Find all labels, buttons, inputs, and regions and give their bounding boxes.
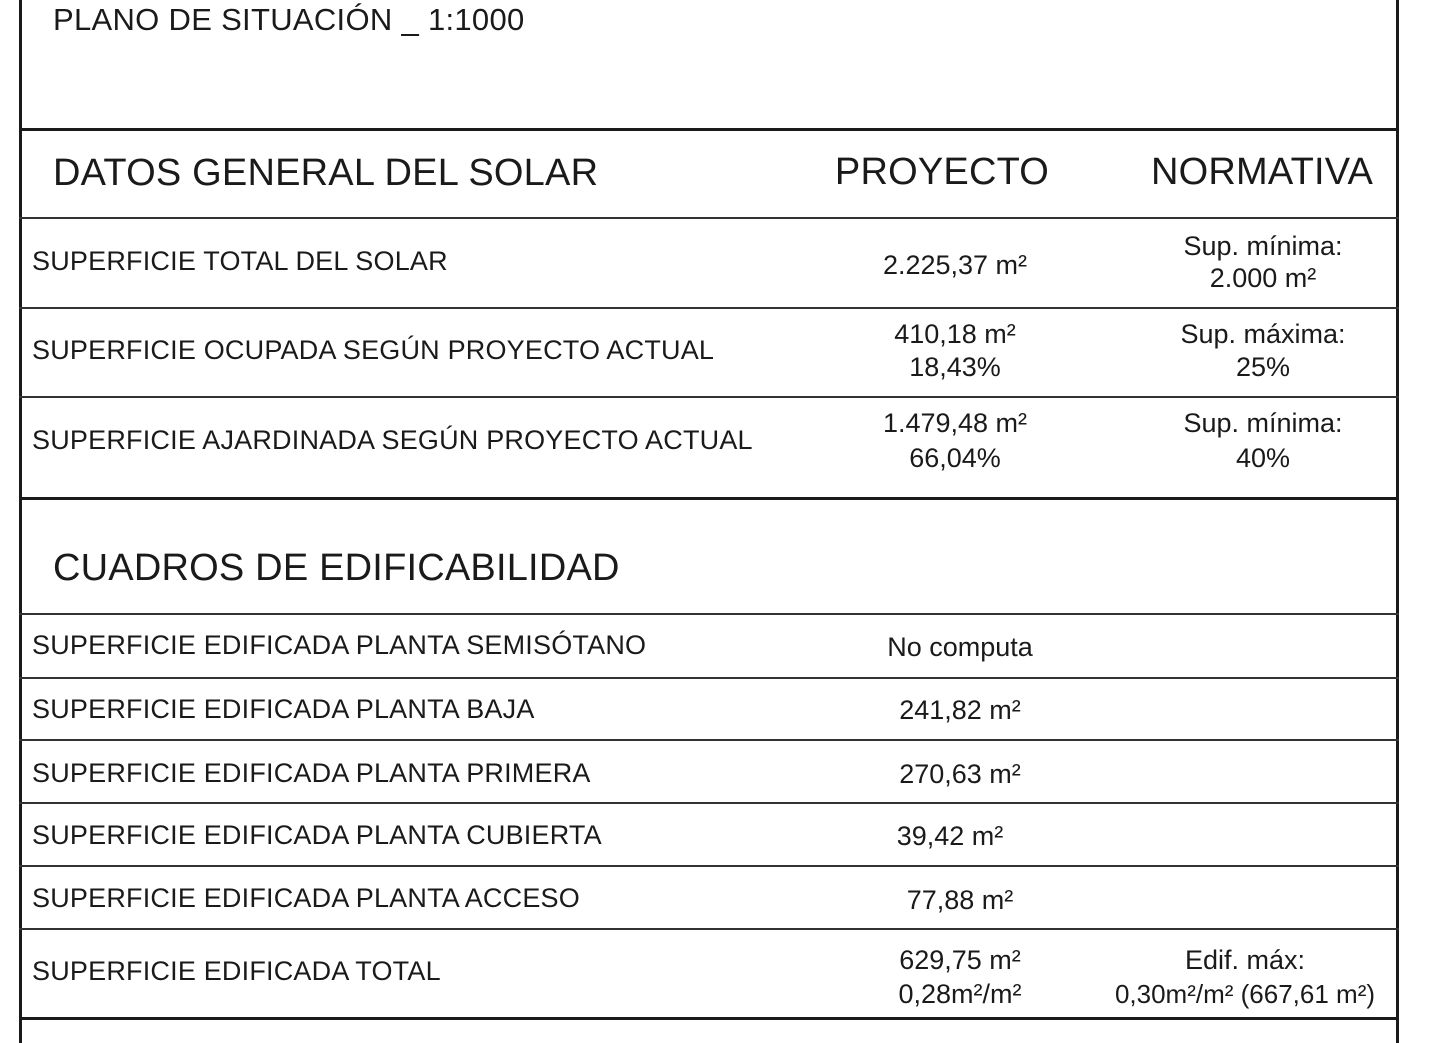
normativa-value: 25%: [1235, 352, 1291, 382]
proyecto-value: 629,75 m²: [899, 945, 1021, 975]
normativa-value: Edif. máx:: [1184, 945, 1306, 975]
row-label: SUPERFICIE TOTAL DEL SOLAR: [32, 246, 448, 276]
proyecto-value: 1.479,48 m²: [882, 408, 1028, 438]
divider: [19, 677, 1399, 679]
proyecto-value: 0,28m²/m²: [898, 979, 1022, 1009]
section-heading-general: DATOS GENERAL DEL SOLAR: [53, 152, 599, 194]
normativa-value: Sup. mínima:: [1183, 408, 1343, 438]
row-label: SUPERFICIE EDIFICADA PLANTA PRIMERA: [32, 758, 591, 788]
proyecto-value: 2.225,37 m²: [882, 250, 1028, 280]
row-label: SUPERFICIE OCUPADA SEGÚN PROYECTO ACTUAL: [32, 335, 715, 365]
row-label: SUPERFICIE AJARDINADA SEGÚN PROYECTO ACTUAL: [32, 425, 753, 455]
normativa-value: 0,30m²/m² (667,61 m²): [1114, 980, 1376, 1009]
normativa-value: Sup. máxima:: [1180, 319, 1346, 349]
divider: [19, 928, 1399, 930]
row-label: SUPERFICIE EDIFICADA PLANTA SEMISÓTANO: [32, 630, 647, 660]
normativa-value: Sup. mínima:: [1183, 231, 1343, 261]
divider: [19, 613, 1399, 615]
divider: [19, 865, 1399, 867]
section-heading-edificabilidad: CUADROS DE EDIFICABILIDAD: [53, 547, 620, 589]
row-label: SUPERFICIE EDIFICADA PLANTA ACCESO: [32, 883, 580, 913]
normativa-value: 40%: [1235, 443, 1291, 473]
proyecto-value: 18,43%: [909, 352, 1001, 382]
proyecto-value: 270,63 m²: [899, 759, 1021, 789]
divider: [19, 497, 1399, 500]
row-label: SUPERFICIE EDIFICADA TOTAL: [32, 956, 441, 986]
divider: [19, 739, 1399, 741]
divider: [19, 1017, 1399, 1020]
column-header-normativa: NORMATIVA: [1150, 151, 1374, 193]
proyecto-value: 410,18 m²: [894, 319, 1016, 349]
proyecto-value: No computa: [887, 632, 1033, 662]
row-label: SUPERFICIE EDIFICADA PLANTA CUBIERTA: [32, 820, 602, 850]
normativa-value: 2.000 m²: [1209, 263, 1317, 293]
row-label: SUPERFICIE EDIFICADA PLANTA BAJA: [32, 694, 535, 724]
proyecto-value: 77,88 m²: [906, 885, 1014, 915]
column-header-proyecto: PROYECTO: [834, 151, 1050, 193]
divider: [19, 802, 1399, 804]
proyecto-value: 39,42 m²: [896, 821, 1004, 851]
proyecto-value: 66,04%: [909, 443, 1001, 473]
plan-title: PLANO DE SITUACIÓN _ 1:1000: [53, 2, 525, 37]
divider: [19, 128, 1399, 131]
divider: [19, 307, 1399, 309]
proyecto-value: 241,82 m²: [899, 695, 1021, 725]
divider: [19, 217, 1399, 219]
divider: [19, 396, 1399, 398]
